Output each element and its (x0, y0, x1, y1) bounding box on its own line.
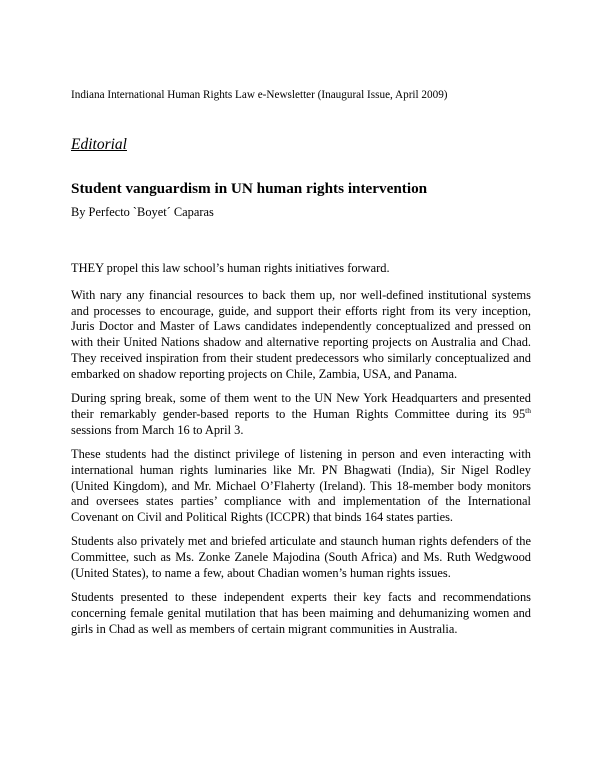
article-title: Student vanguardism in UN human rights intervention (71, 180, 428, 197)
section-label-editorial: Editorial (71, 136, 127, 153)
paragraph-5: Students also privately met and briefed articulate and staunch human rights defenders of the Committee, such as Ms. Zonke Zanele Majodina (South Africa) and Ms. Ruth Wedgwood (United States), to name a few, about Chadian women’s human rights issues. (71, 534, 531, 581)
paragraph-3-text-b: sessions from March 16 to April 3. (71, 422, 244, 437)
paragraph-1: THEY propel this law school’s human rights initiatives forward. (71, 261, 390, 275)
paragraph-3 (71, 391, 531, 438)
article-byline: By Perfecto `Boyet´ Caparas (71, 205, 214, 219)
paragraph-3-text-a: During spring break, some of them went to the UN New York Headquarters and presented their remarkably gender-based reports to the Human Rights Committee during its 95 (71, 391, 531, 421)
newsletter-header: Indiana International Human Rights Law e-Newsletter (Inaugural Issue, April 2009) (71, 89, 448, 101)
article-body (71, 261, 531, 646)
ordinal-suffix: th (525, 405, 531, 415)
paragraph-4: These students had the distinct privilege of listening in person and even interacting with international human rights luminaries like Mr. PN Bhagwati (India), Sir Nigel Rodley (United Kingdom), and Mr. Michael O’Flaherty (Ireland). This 18-member body monitors and oversees states parties’ compliance with and implementation of the International Covenant on Civil and Political Rights (ICCPR) that binds 164 states parties. (71, 446, 531, 525)
paragraph-6: Students presented to these independent experts their key facts and recommendations concerning female genital mutilation that has been maiming and dehumanizing women and girls in Chad as well as members of certain migrant communities in Australia. (71, 590, 531, 636)
paragraph-2: With nary any financial resources to back them up, nor well-defined institutional systems and processes to encourage, guide, and support their efforts right from its very inception, Juris Doctor and Master of Laws candidates independently conceptualized and pressed on with their United Nations shadow and alternative reporting projects on Australia and Chad. They received inspiration from their student predecessors who similarly conceptualized and embarked on shadow reporting projects on Chile, Zambia, USA, and Panama. (71, 287, 531, 381)
